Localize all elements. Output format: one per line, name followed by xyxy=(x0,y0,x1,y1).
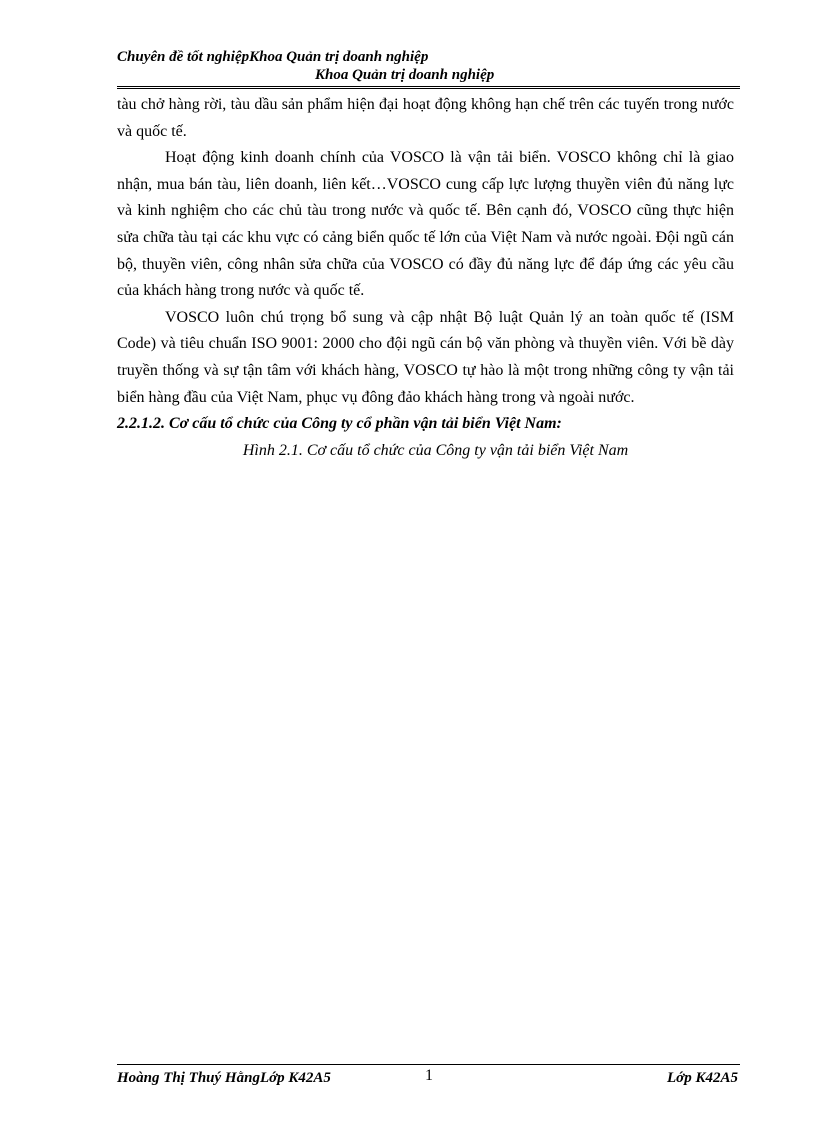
figure-caption: Hình 2.1. Cơ cấu tổ chức của Công ty vận tải biển Việt Nam xyxy=(242,441,629,459)
header-rule xyxy=(117,86,740,89)
section-heading: 2.2.1.2. Cơ cấu tổ chức của Công ty cổ phần vận tải biển Việt Nam: xyxy=(117,415,562,433)
footer-class: Lớp K42A5 xyxy=(667,1070,738,1086)
header-title: Chuyên đề tốt nghiệpKhoa Quản trị doanh nghiệp xyxy=(117,49,429,65)
paragraph-1: tàu chở hàng rời, tàu dầu sản phẩm hiện đại hoạt động không hạn chế trên các tuyến trong nước và quốc tế. xyxy=(117,96,734,140)
footer-author: Hoàng Thị Thuý HằngLớp K42A5 xyxy=(117,1070,331,1086)
document-body xyxy=(117,92,734,464)
header-subtitle: Khoa Quản trị doanh nghiệp xyxy=(315,67,495,83)
page-header xyxy=(117,48,740,84)
paragraph-2: Hoạt động kinh doanh chính của VOSCO là vận tải biển. VOSCO không chỉ là giao nhận, mua bán tàu, liên doanh, liên kết…VOSCO cung cấp lực lượng thuyền viên đủ năng lực và kinh nghiệm cho các chủ tàu trong nước và quốc tế. Bên cạnh đó, VOSCO cũng thực hiện sửa chữa tàu tại các khu vực có cảng biển quốc tế lớn của Việt Nam và nước ngoài. Đội ngũ cán bộ, thuyền viên, công nhân sửa chữa của VOSCO có đầy đủ năng lực để đáp ứng các yêu cầu của khách hàng trong nước và quốc tế. xyxy=(117,149,734,300)
page-number: 1 xyxy=(425,1067,433,1084)
paragraph-3: VOSCO luôn chú trọng bổ sung và cập nhật Bộ luật Quản lý an toàn quốc tế (ISM Code) và tiêu chuẩn ISO 9001: 2000 cho đội ngũ cán bộ văn phòng và thuyền viên. Với bề dày truyền thống và sự tận tâm với khách hàng, VOSCO tự hào là một trong những công ty vận tải biển hàng đầu của Việt Nam, phục vụ đông đảo khách hàng trong và ngoài nước. xyxy=(117,308,734,406)
footer-rule xyxy=(117,1064,740,1065)
